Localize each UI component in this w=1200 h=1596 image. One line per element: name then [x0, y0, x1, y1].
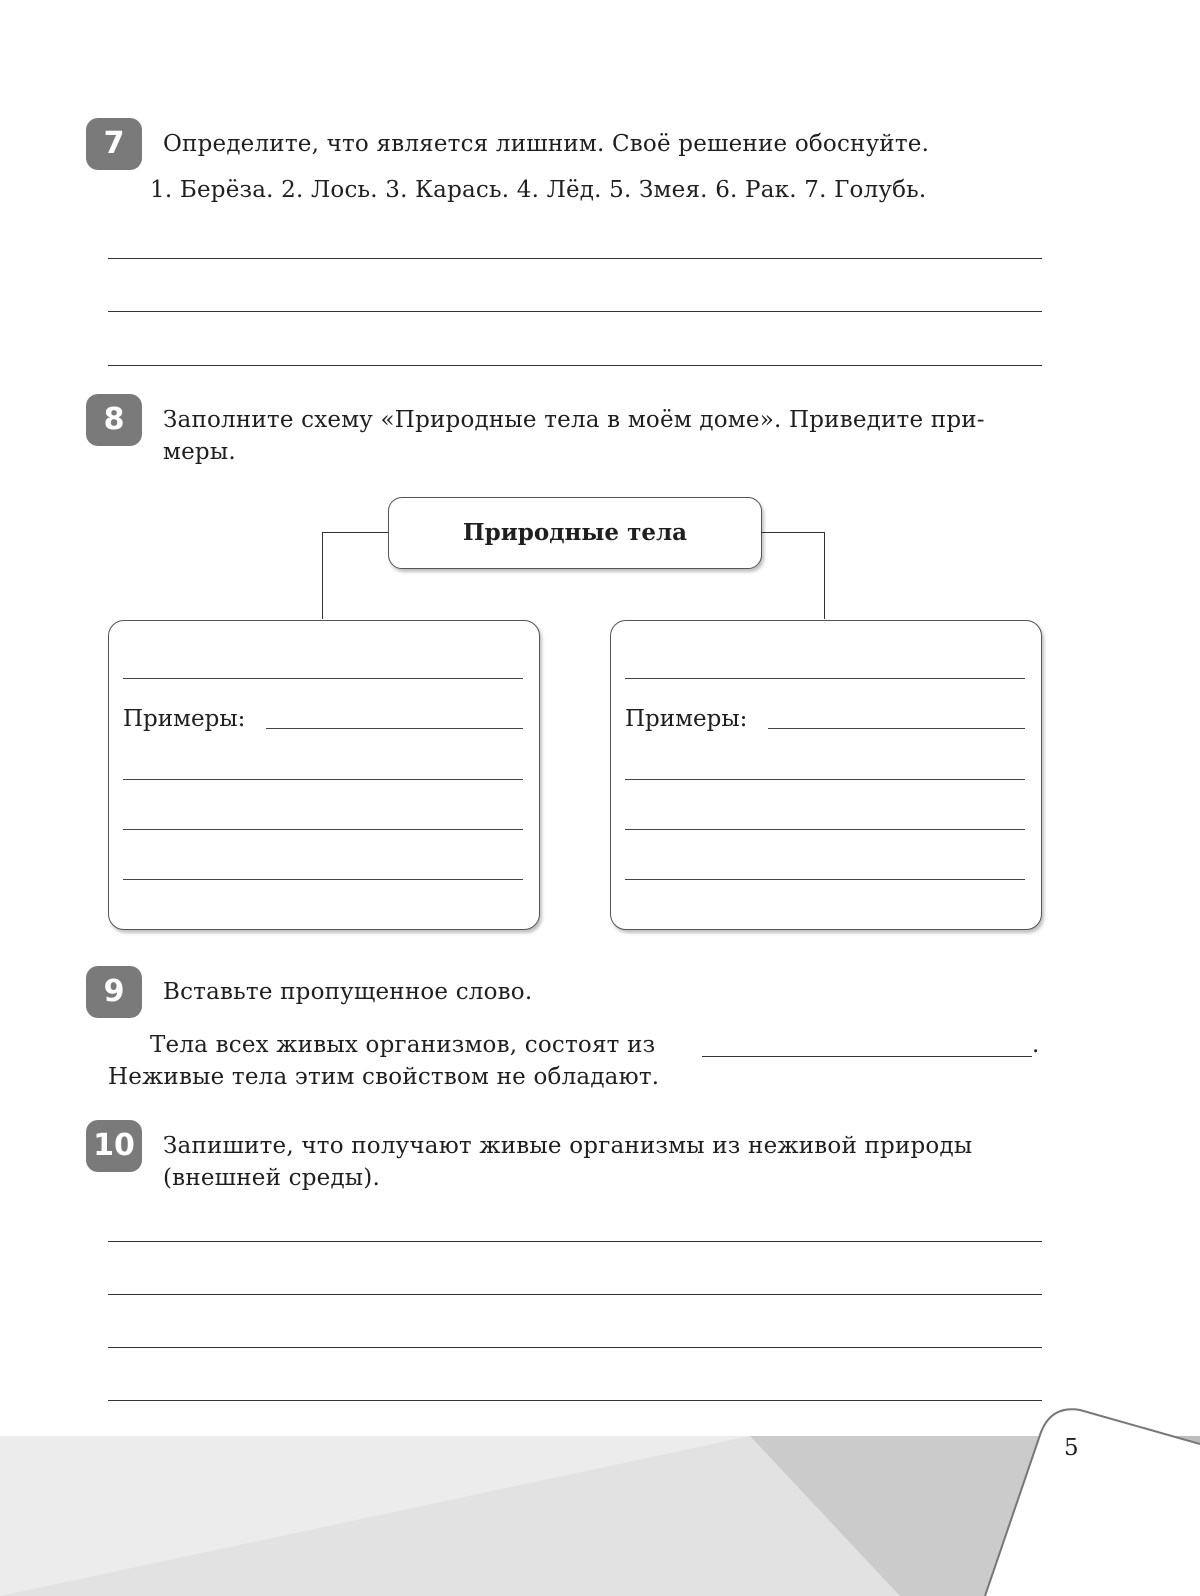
left-box-examples-line-3[interactable] [123, 829, 523, 830]
task-9-sentence-line-2: Неживые тела этим свойством не обладают. [108, 1064, 660, 1090]
page-footer-decoration [0, 1400, 1200, 1596]
scheme-connector-right [760, 532, 825, 619]
task-10-number-badge: 10 [86, 1120, 142, 1172]
task-7-prompt: Определите, что является лишним. Своё решение обоснуйте. [163, 131, 930, 157]
task-9-prompt: Вставьте пропущенное слово. [163, 979, 533, 1005]
task-10-answer-line-1[interactable] [108, 1241, 1042, 1242]
right-box-examples-line-2[interactable] [625, 779, 1025, 780]
task-8-prompt-line-1: Заполните схему «Природные тела в моём доме». Приведите при- [163, 407, 985, 433]
task-9-number-badge: 9 [86, 966, 142, 1018]
left-box-examples-line-2[interactable] [123, 779, 523, 780]
scheme-title-box [388, 497, 762, 569]
task-9-sentence-part-1: Тела всех живых организмов, состоят из [150, 1032, 656, 1058]
right-box-examples-line-4[interactable] [625, 879, 1025, 880]
task-10-prompt-line-2: (внешней среды). [163, 1165, 380, 1191]
task-7-items: 1. Берёза. 2. Лось. 3. Карась. 4. Лёд. 5. Змея. 6. Рак. 7. Голубь. [150, 177, 927, 203]
task-7-answer-line-3[interactable] [108, 365, 1042, 366]
right-box-examples-label: Примеры: [625, 706, 748, 732]
task-7-answer-line-1[interactable] [108, 258, 1042, 259]
left-box-category-line[interactable] [123, 678, 523, 679]
right-box-examples-line-3[interactable] [625, 829, 1025, 830]
scheme-right-box [610, 620, 1042, 930]
left-box-examples-label: Примеры: [123, 706, 246, 732]
task-10-answer-line-2[interactable] [108, 1294, 1042, 1295]
right-box-category-line[interactable] [625, 678, 1025, 679]
scheme-title: Природные тела [462, 519, 688, 546]
task-10-answer-line-3[interactable] [108, 1347, 1042, 1348]
right-box-examples-line-1[interactable] [768, 728, 1025, 729]
task-8-prompt-line-2: меры. [163, 439, 236, 465]
left-box-examples-line-4[interactable] [123, 879, 523, 880]
task-9-sentence-end: . [1032, 1032, 1040, 1058]
task-7-answer-line-2[interactable] [108, 311, 1042, 312]
task-10-prompt-line-1: Запишите, что получают живые организмы из неживой природы [163, 1133, 973, 1159]
task-8-number-badge: 8 [86, 394, 142, 446]
scheme-connector-left [322, 532, 389, 619]
page-number: 5 [1064, 1435, 1079, 1461]
scheme-left-box [108, 620, 540, 930]
task-9-missing-word-line[interactable] [702, 1056, 1032, 1057]
task-7-number-badge: 7 [86, 118, 142, 170]
left-box-examples-line-1[interactable] [266, 728, 523, 729]
